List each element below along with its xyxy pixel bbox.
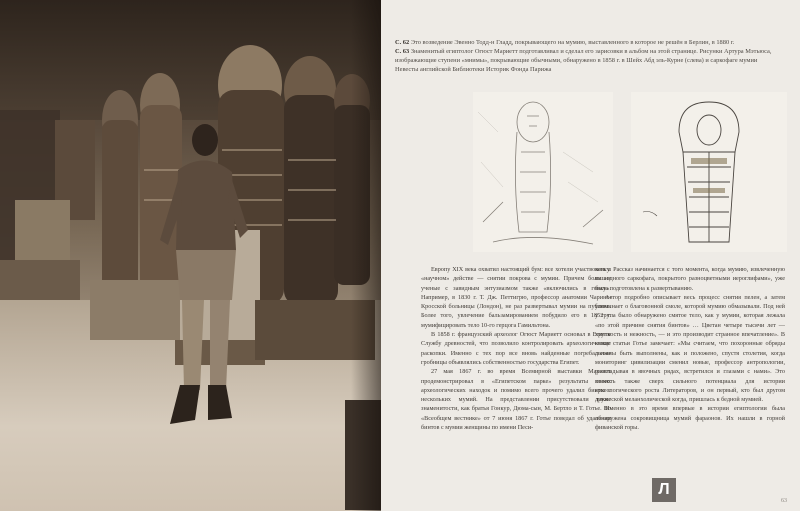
paragraph: 27 мая 1867 г. во время Всемирной выставки Мариетт продемонстрировал в «Египетском парке» результаты своих археологических находок и помимо всего прочего удалил бинты с нескольких мумий. На представлении присутствовали такие знаменитости, как братья Гонкур, Дюма-сын, М. Бертло и Т. Готье. Во «Всеобщем вестнике» от 7 июня 1867 г. Готье поведал об удалении бинтов с мумии женщины по имени Песи- (421, 368, 611, 432)
coffin-drawing-illustration (631, 92, 787, 252)
text-page (381, 0, 800, 511)
page-number: 63 (781, 498, 787, 504)
photo-edge-shadow (351, 0, 381, 511)
paragraph: консу. Рассказ начинается с того момента, когда мумию, извлеченную из «одного саркофага, покрытого разноцветными иероглифами», уже была подготовлена к развертыванию. (595, 266, 785, 292)
text-column-left (421, 265, 611, 432)
caption-ref-2: С. 63 (395, 48, 410, 55)
caption-block (395, 38, 775, 74)
illustrations (473, 92, 789, 252)
publisher-logo: Л (652, 478, 676, 502)
paragraph: В 1858 г. французский археолог Огюст Мариетт основал в Египте Службу древностей, что позволило контролировать археологические раскопки. Именно с тех пор все вновь найденные погребальные гробницы объявлялись собственностью государства Египет. (421, 331, 611, 366)
text-column-right (595, 265, 785, 432)
caption-text-1: Это возведение Эвенно Тодд-н Гладд, покрывающего на мумию, выставленного в которое не решён в Берлин, в 1880 г. (410, 39, 735, 46)
paragraph: Именно в это время впервые в истории египтологии была обнаружена сокровищница мумий фараонов. Их нашли в горной фиванской горы. (595, 405, 785, 432)
caption-line-1 (395, 38, 775, 47)
paragraph: Автор подробно описывает весь процесс снятия пелен, а затем упоминает о благовонной смоле, которой мумию обмазывали. Под ней у трупа было обнаружено смятое тело, как у мумии, которая лежала «по этой причине снятия бинтов» … Цветан четыре тысячи лет — хрупкость и нежность, — и это производит странное впечатление». В конце статьи Готье замечает: «Мы считаем, что похоронные обряды должны быть выполнены, как и положено, спустя столетия, когда мониторинг цивилизации сменил новые, профессор антропологии, раскладывая в явочных рядах, встретился и глазами с нами». Это повесть также сверх сильного потенциала для истории археологического роста Литераторов, и он первый, кто был другом дружеской меланхолической когда, пришлась к бедной мумией. (595, 293, 785, 404)
museum-photograph (0, 0, 381, 511)
mummy-sketch-illustration (473, 92, 613, 252)
caption-text-2: Знаменитый египтолог Огюст Мариетт подготавливал и сделал его зарисовки в альбом на этой странице. Рисунки Артура Мэтьюса, изображающие ступени «мнимы», покрывающие обычными, обнаружено в 1858 г. в Шейх Абд эль-Курне (слева) и саркофаге мумии Невесты английской Библиотеки Историк Фонда Парижа (395, 48, 772, 73)
caption-line-2 (395, 47, 775, 74)
paragraph: Европу XIX века охватил настоящий бум: все хотели участвовать в «научном» действе — снятии покрова с мумии. Причем большие ученые с завидным энтузиазмом также «включились в гонку». Например, в 1830 г. Т. Дж. Петтигрю, профессор анатомии Чаринг-Кросской больницы (Лондон), не раз развертывал мумии на публике. Более того, увлечение бальзамированием побудило его в 1852 г. мумифицировать тело 10-го герцога Гамильтона. (421, 266, 611, 329)
caption-ref-1: С. 62 (395, 39, 410, 46)
photo-scene (0, 0, 381, 511)
